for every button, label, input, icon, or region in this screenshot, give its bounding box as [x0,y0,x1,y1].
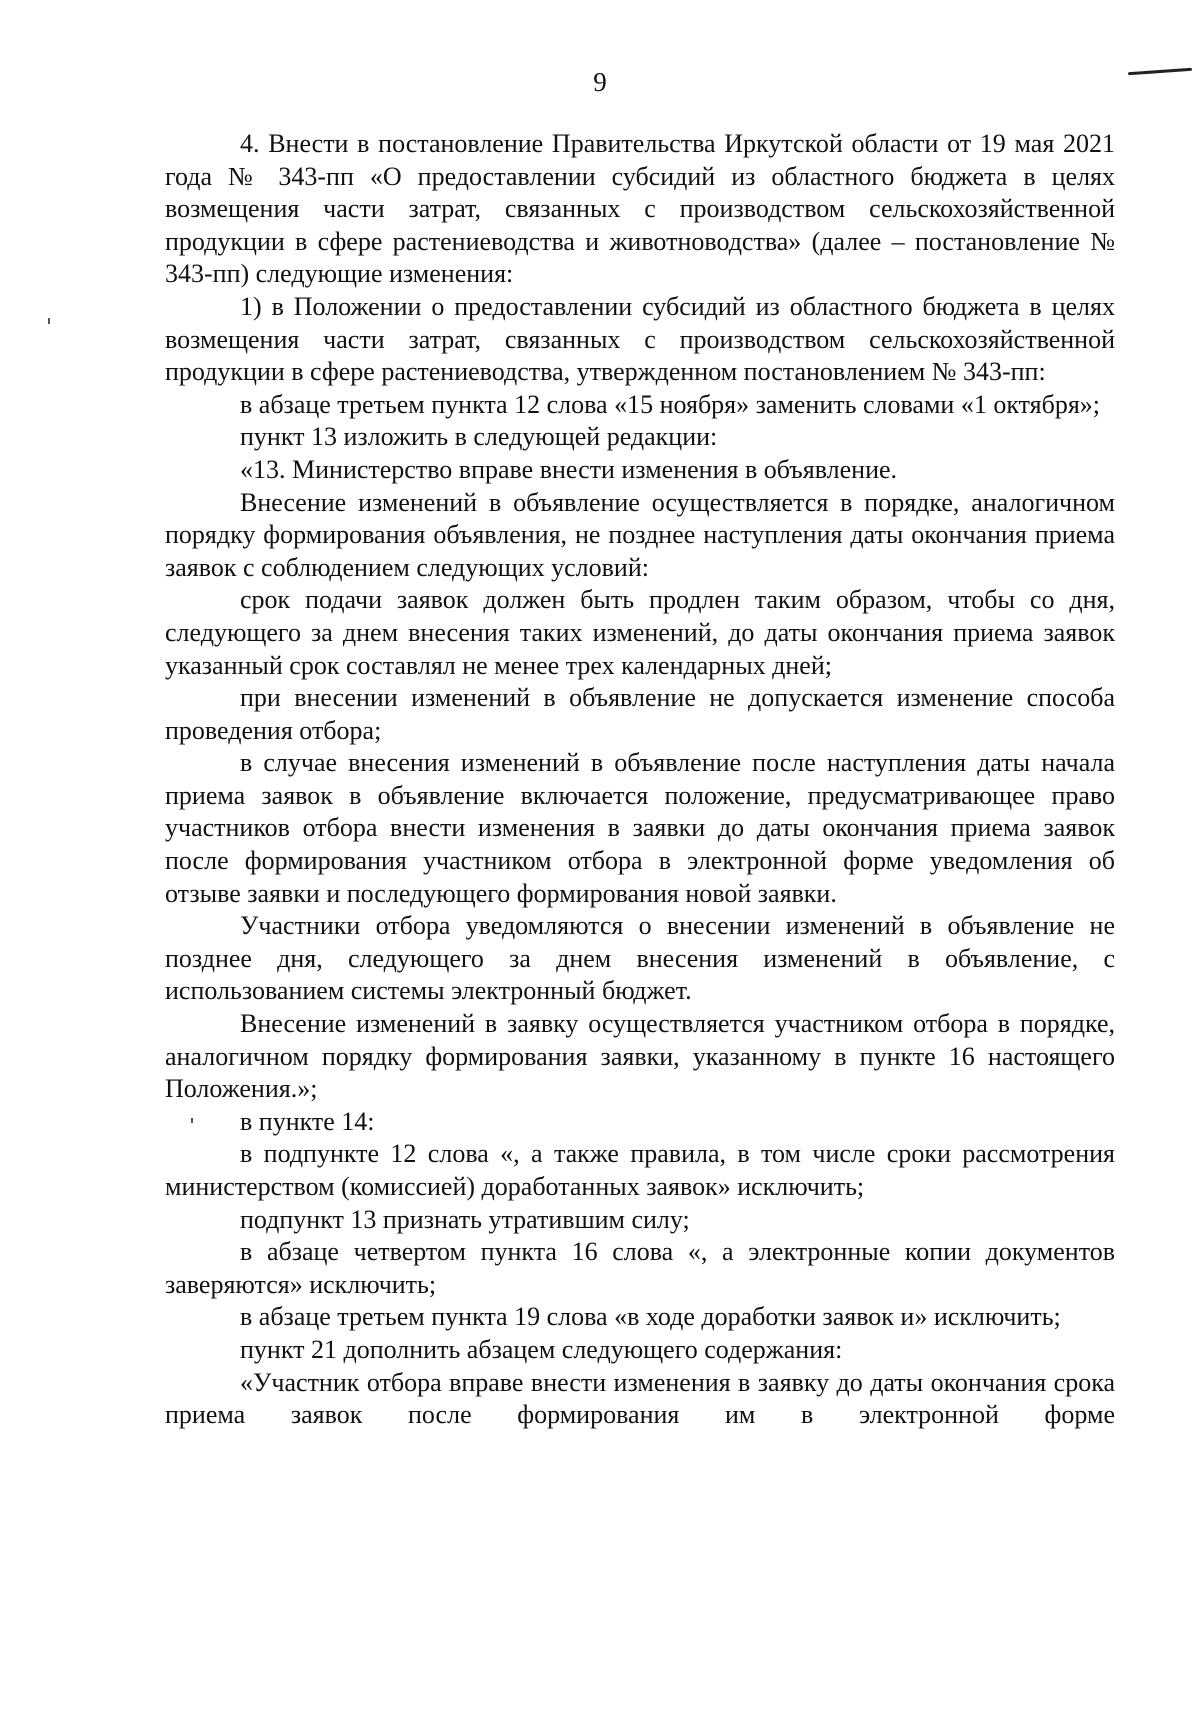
scan-speck [48,318,50,324]
paragraph: пункт 21 дополнить абзацем следующего содержания: [240,1334,843,1364]
paragraph: 4. Внести в постановление Правительства Иркутской области от 19 мая 2021 года № 343-пп «О предоставлении субсидий из областного бюджета в целях возмещения части затрат, связанных с производством сельскохозяйственной продукции в сфере растениеводства и животноводства» (далее – постановление № 343-пп) следующие изменения: [165,129,1115,289]
paragraph: срок подачи заявок должен быть продлен таким образом, чтобы со дня, следующего за днем внесения таких изменений, до даты окончания приема заявок указанный срок составлял не менее трех календарных дней; [165,585,1115,680]
paragraph: в абзаце третьем пункта 12 слова «15 ноября» заменить словами «1 октября»; [240,389,1101,419]
paragraph: в абзаце четвертом пункта 16 слова «, а электронные копии документов заверяются» исключить; [165,1237,1115,1299]
paragraph: Внесение изменений в заявку осуществляется участником отбора в порядке, аналогичном порядку формирования заявки, указанному в пункте 16 настоящего Положения.»; [165,1009,1115,1104]
paragraph: в абзаце третьем пункта 19 слова «в ходе доработки заявок и» исключить; [240,1302,1061,1332]
document-body [165,128,1115,1432]
page-number: 9 [593,67,607,97]
paragraph: пункт 13 изложить в следующей редакции: [240,422,718,452]
paragraph: «Участник отбора вправе внести изменения в заявку до даты окончания срока приема заявок после формирования им в электронной форме [165,1367,1115,1430]
paragraph: в пункте 14: [240,1106,375,1136]
paragraph: Внесение изменений в объявление осуществляется в порядке, аналогичном порядку формирования объявления, не позднее наступления даты окончания приема заявок с соблюдением следующих условий: [165,487,1115,582]
paragraph: Участники отбора уведомляются о внесении изменений в объявление не позднее дня, следующего за днем внесения изменений в объявление, с использованием системы электронный бюджет. [165,911,1115,1006]
paragraph: в подпункте 12 слова «, а также правила, в том числе сроки рассмотрения министерством (комиссией) доработанных заявок» исключить; [165,1139,1115,1201]
paragraph: 1) в Положении о предоставлении субсидий из областного бюджета в целях возмещения части затрат, связанных с производством сельскохозяйственной продукции в сфере растениеводства, утвержденном постановлением № 343-пп: [165,291,1115,387]
paragraph: при внесении изменений в объявление не допускается изменение способа проведения отбора; [165,683,1115,745]
paragraph: в случае внесения изменений в объявление после наступления даты начала приема заявок в объявление включается положение, предусматривающее право участников отбора внести изменения в заявки до даты окончания приема заявок после формирования участником отбора в электронной форме уведомления об отзыве заявки и последующего формирования новой заявки. [165,748,1115,908]
paragraph: подпункт 13 признать утратившим силу; [240,1204,690,1234]
paragraph: «13. Министерство вправе внести изменения в объявление. [240,454,898,484]
